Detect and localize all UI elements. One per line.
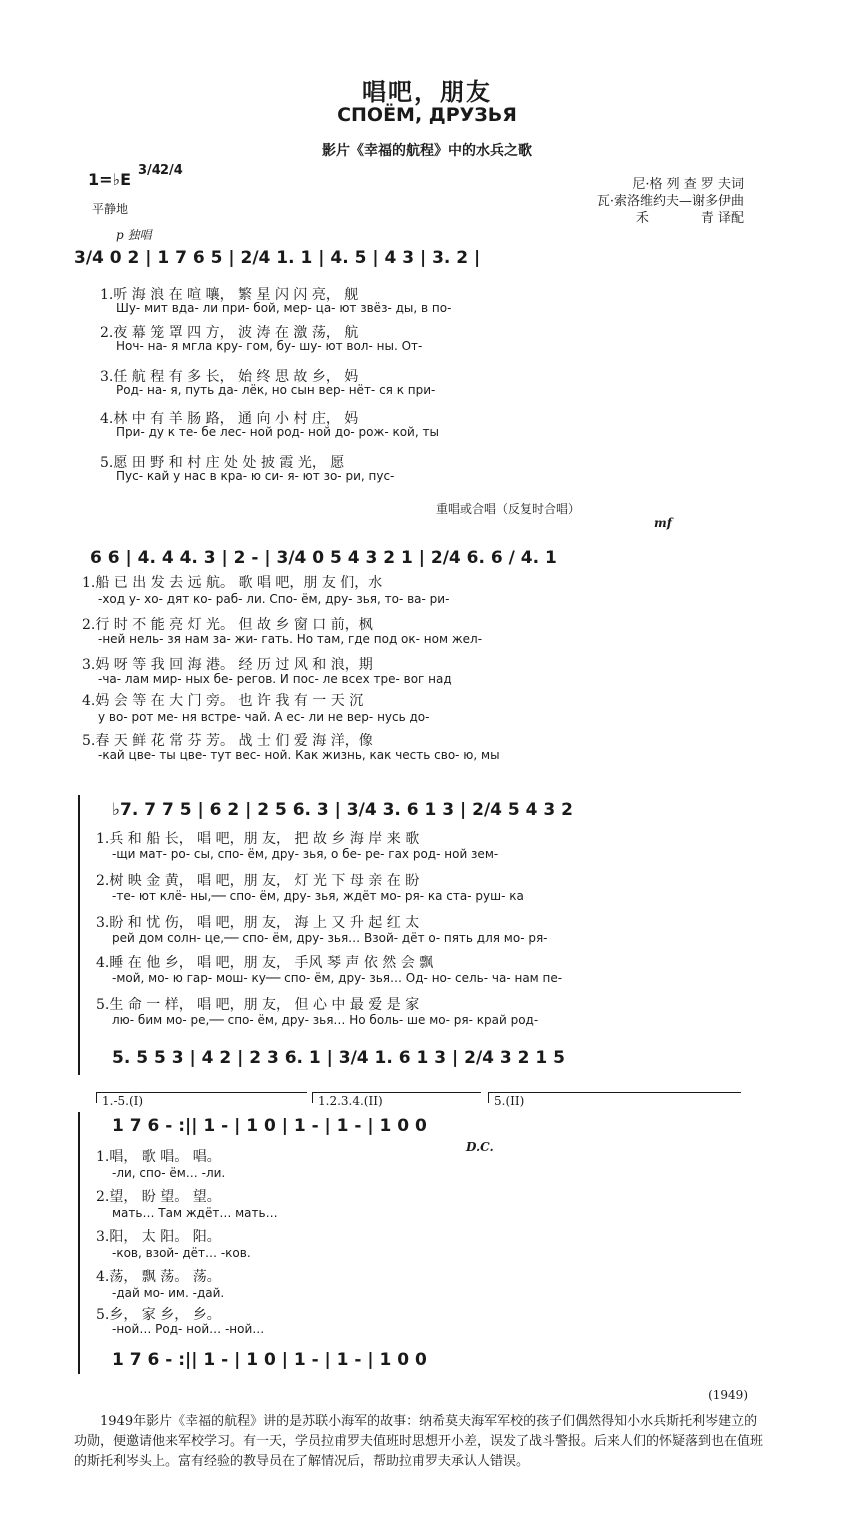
credits (597, 176, 744, 227)
volta-3-label: 5.(II) (494, 1094, 525, 1108)
verse-ru: у во- рот ме- ня встре- чай. А ес- ли не вер- нусь до- (98, 710, 430, 724)
verse-cn: 5.愿 田 野 和 村 庄 处 处 披 霞 光， 愿 (100, 455, 345, 471)
notation-line-bottom: 5. 5 5 3 | 4 2 | 2 3 6. 1 | 3/4 1. 6 1 3 | 2/4 3 2 1 5 (112, 1048, 565, 1068)
notation-line: 3/4 0 2 | 1 7 6 5 | 2/4 1. 1 | 4. 5 | 4 3 | 3. 2 | (74, 248, 481, 268)
time-signature-2: 2/4 (160, 163, 183, 178)
da-capo: D.C. (466, 1140, 494, 1154)
verse-ru: Ноч- на- я мгла кру- гом, бу- шу- ют вол- ны. От- (116, 339, 423, 353)
verse-cn: 4.睡 在 他 乡， 唱 吧，朋 友， 手风 琴 声 依 然 会 飘 (96, 955, 434, 971)
dynamic-marking: p 独唱 (116, 228, 152, 242)
verse-cn: 3.阳， 太 阳。 阳。 (96, 1229, 221, 1245)
verse-cn: 5.乡， 家 乡， 乡。 (96, 1307, 221, 1323)
notation-line-top: 1 7 6 - :|| 1 - | 1 0 | 1 - | 1 - | 1 0 0 (112, 1116, 427, 1136)
verse-ru: При- ду к те- бе лес- ной род- ной до- рож- кой, ты (116, 425, 439, 439)
verse-cn: 3.妈 呀 等 我 回 海 港。 经 历 过 风 和 浪，期 (82, 657, 373, 673)
verse-cn: 4.林 中 有 羊 肠 路， 通 向 小 村 庄， 妈 (100, 411, 359, 427)
song-subtitle: 影片《幸福的航程》中的水兵之歌 (322, 143, 532, 159)
verse-ru: лю- бим мо- ре,── спо- ём, дру- зья… Но боль- ше мо- ря- край род- (112, 1013, 539, 1027)
notation-line: 6 6 | 4. 4 4. 3 | 2 - | 3/4 0 5 4 3 2 1 | 2/4 6. 6 / 4. 1 (90, 548, 557, 568)
verse-ru: -ней нель- зя нам за- жи- гать. Но там, где под ок- ном жел- (98, 632, 483, 646)
notation-line-bottom: 1 7 6 - :|| 1 - | 1 0 | 1 - | 1 - | 1 0 0 (112, 1350, 427, 1370)
verse-cn: 4.荡， 飘 荡。 荡。 (96, 1269, 221, 1285)
system-brace (78, 1112, 80, 1374)
volta-1-label: 1.-5.(I) (102, 1094, 144, 1108)
verse-ru: -ча- лам мир- ных бе- регов. И пос- ле всех тре- вог над (98, 672, 452, 686)
verse-cn: 2.树 映 金 黄， 唱 吧，朋 友， 灯 光 下 母 亲 在 盼 (96, 873, 420, 889)
verse-cn: 3.任 航 程 有 多 长， 始 终 思 故 乡， 妈 (100, 369, 359, 385)
verse-ru: -мой, мо- ю гар- мош- ку── спо- ём, дру- зья… Од- но- сель- ча- нам пе- (112, 971, 563, 985)
verse-ru: Шу- мит вда- ли при- бой, мер- ца- ют звёз- ды, в по- (116, 301, 452, 315)
verse-cn: 5.春 天 鲜 花 常 芬 芳。 战 士 们 爱 海 洋，像 (82, 733, 373, 749)
tempo-marking: 平静地 (92, 202, 129, 216)
verse-ru: -дай мо- им. -дай. (112, 1286, 225, 1300)
verse-ru: Род- на- я, путь да- лёк, но сын вер- нёт- ся к при- (116, 383, 436, 397)
verse-ru: -те- ют клё- ны,── спо- ём, дру- зья, ждёт мо- ря- ка ста- руш- ка (112, 889, 524, 903)
story-paragraph: 1949年影片《幸福的航程》讲的是苏联小海军的故事：纳希莫夫海军军校的孩子们偶然得知小水兵斯托利岑建立的功勋，便邀请他来军校学习。有一天，学员拉甫罗夫值班时思想开小差，误发了战斗警报。后来人们的怀疑落到也在值班的斯托利岑头上。富有经验的教导员在了解情况后，帮助拉甫罗夫承认人错误。 (74, 1414, 764, 1469)
credit-composer: 瓦·索洛维约夫—谢多伊曲 (596, 194, 744, 209)
verse-cn: 4.妈 会 等 在 大 门 旁。 也 许 我 有 一 天 沉 (82, 693, 364, 709)
time-signature-1: 3/4 (138, 163, 161, 178)
verse-ru: -щи мат- ро- сы, спо- ём, дру- зья, о бе- ре- гах род- ной зем- (112, 847, 499, 861)
verse-cn: 1.船 已 出 发 去 远 航。 歌 唱 吧，朋 友 们，水 (82, 575, 383, 591)
song-title-russian: СПОЁМ, ДРУЗЬЯ (337, 104, 517, 126)
verse-cn: 1.听 海 浪 在 喧 嚷， 繁 星 闪 闪 亮， 舰 (100, 287, 359, 303)
verse-ru: мать… Там ждёт… мать… (112, 1206, 278, 1220)
verse-ru: -ков, взой- дёт… -ков. (112, 1246, 251, 1260)
volta-3 (488, 1092, 741, 1103)
credit-lyricist: 尼·格 列 查 罗 夫词 (632, 177, 744, 192)
verse-ru: -ход у- хо- дят ко- раб- ли. Спо- ём, дру- зья, то- ва- ри- (98, 592, 450, 606)
verse-cn: 2.望， 盼 望。 望。 (96, 1189, 221, 1205)
year: (1949) (708, 1388, 748, 1402)
verse-ru: рей дом солн- це,── спо- ём, дру- зья… Взой- дёт о- пять для мо- ря- (112, 931, 548, 945)
verse-cn: 2.夜 幕 笼 罩 四 方， 波 涛 在 激 荡， 航 (100, 325, 359, 341)
credit-translator: 禾 青 译配 (635, 211, 744, 226)
verse-ru: -кай цве- ты цве- тут вес- ной. Как жизнь, как честь сво- ю, мы (98, 748, 500, 762)
verse-ru: -ли, спо- ём… -ли. (112, 1166, 226, 1180)
dynamic-mf: mf (654, 516, 672, 530)
key-signature: 1=♭E (88, 170, 132, 189)
verse-ru: -ной… Род- ной… -ной… (112, 1322, 265, 1336)
song-title: 唱吧，朋友 (362, 77, 492, 106)
volta-2-label: 1.2.3.4.(II) (318, 1094, 383, 1108)
verse-cn: 5.生 命 一 样， 唱 吧，朋 友， 但 心 中 最 爱 是 家 (96, 997, 420, 1013)
system-brace (78, 795, 80, 1075)
verse-cn: 1.兵 和 船 长， 唱 吧，朋 友， 把 故 乡 海 岸 来 歌 (96, 831, 420, 847)
verse-cn: 3.盼 和 忧 伤， 唱 吧，朋 友， 海 上 又 升 起 红 太 (96, 915, 420, 931)
chorus-label: 重唱或合唱（反复时合唱） (436, 502, 581, 516)
verse-cn: 2.行 时 不 能 亮 灯 光。 但 故 乡 窗 口 前，枫 (82, 617, 373, 633)
verse-ru: Пус- кай у нас в кра- ю си- я- ют зо- ри, пус- (116, 469, 395, 483)
verse-cn: 1.唱， 歌 唱。 唱。 (96, 1149, 221, 1165)
notation-line-top: ♭7. 7 7 5 | 6 2 | 2 5 6. 3 | 3/4 3. 6 1 3 | 2/4 5 4 3 2 (112, 800, 574, 820)
